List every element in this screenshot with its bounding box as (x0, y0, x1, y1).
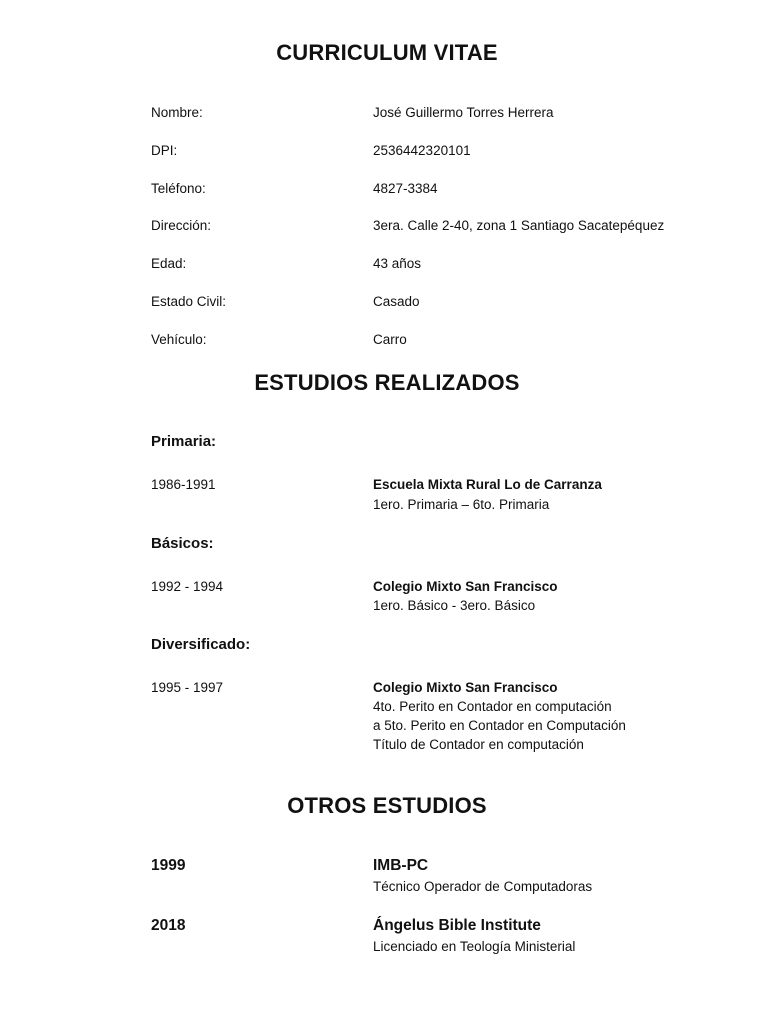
phone-label: Teléfono: (151, 181, 206, 196)
civil-status-value: Casado (373, 294, 420, 309)
age-value: 43 años (373, 256, 422, 271)
vehicle-value: Carro (373, 332, 407, 347)
primaria-school: Escuela Mixta Rural Lo de Carranza (373, 477, 602, 492)
diversificado-detail-1: 4to. Perito en Contador en computación (373, 699, 612, 714)
basicos-school: Colegio Mixto San Francisco (373, 579, 558, 594)
studies-heading: ESTUDIOS REALIZADOS (254, 370, 520, 395)
age-label: Edad: (151, 256, 187, 271)
primaria-years: 1986-1991 (151, 477, 216, 492)
other-year-1999: 1999 (151, 857, 186, 874)
diversificado-heading: Diversificado: (151, 636, 251, 653)
diversificado-detail-3: Título de Contador en computación (373, 737, 584, 752)
document-title: CURRICULUM VITAE (276, 40, 498, 65)
basicos-detail: 1ero. Básico - 3ero. Básico (373, 598, 536, 613)
other-studies-heading: OTROS ESTUDIOS (287, 793, 487, 818)
primaria-heading: Primaria: (151, 433, 217, 450)
dpi-label: DPI: (151, 143, 178, 158)
address-label: Dirección: (151, 218, 212, 233)
name-value: José Guillermo Torres Herrera (373, 105, 554, 120)
diversificado-detail-2: a 5to. Perito en Contador en Computación (373, 718, 626, 733)
basicos-years: 1992 - 1994 (151, 579, 224, 594)
diversificado-years: 1995 - 1997 (151, 680, 224, 695)
dpi-value: 2536442320101 (373, 143, 471, 158)
address-value: 3era. Calle 2-40, zona 1 Santiago Sacatepéquez (373, 218, 665, 233)
other-year-2018: 2018 (151, 917, 186, 934)
other-detail-imb-pc: Técnico Operador de Computadoras (373, 879, 593, 894)
primaria-detail: 1ero. Primaria – 6to. Primaria (373, 497, 550, 512)
phone-value: 4827-3384 (373, 181, 438, 196)
vehicle-label: Vehículo: (151, 332, 207, 347)
basicos-heading: Básicos: (151, 535, 214, 552)
diversificado-school: Colegio Mixto San Francisco (373, 680, 558, 695)
other-detail-angelus: Licenciado en Teología Ministerial (373, 939, 576, 954)
other-institution-angelus: Ángelus Bible Institute (373, 917, 541, 934)
civil-status-label: Estado Civil: (151, 294, 227, 309)
name-label: Nombre: (151, 105, 203, 120)
other-institution-imb-pc: IMB-PC (373, 857, 429, 874)
